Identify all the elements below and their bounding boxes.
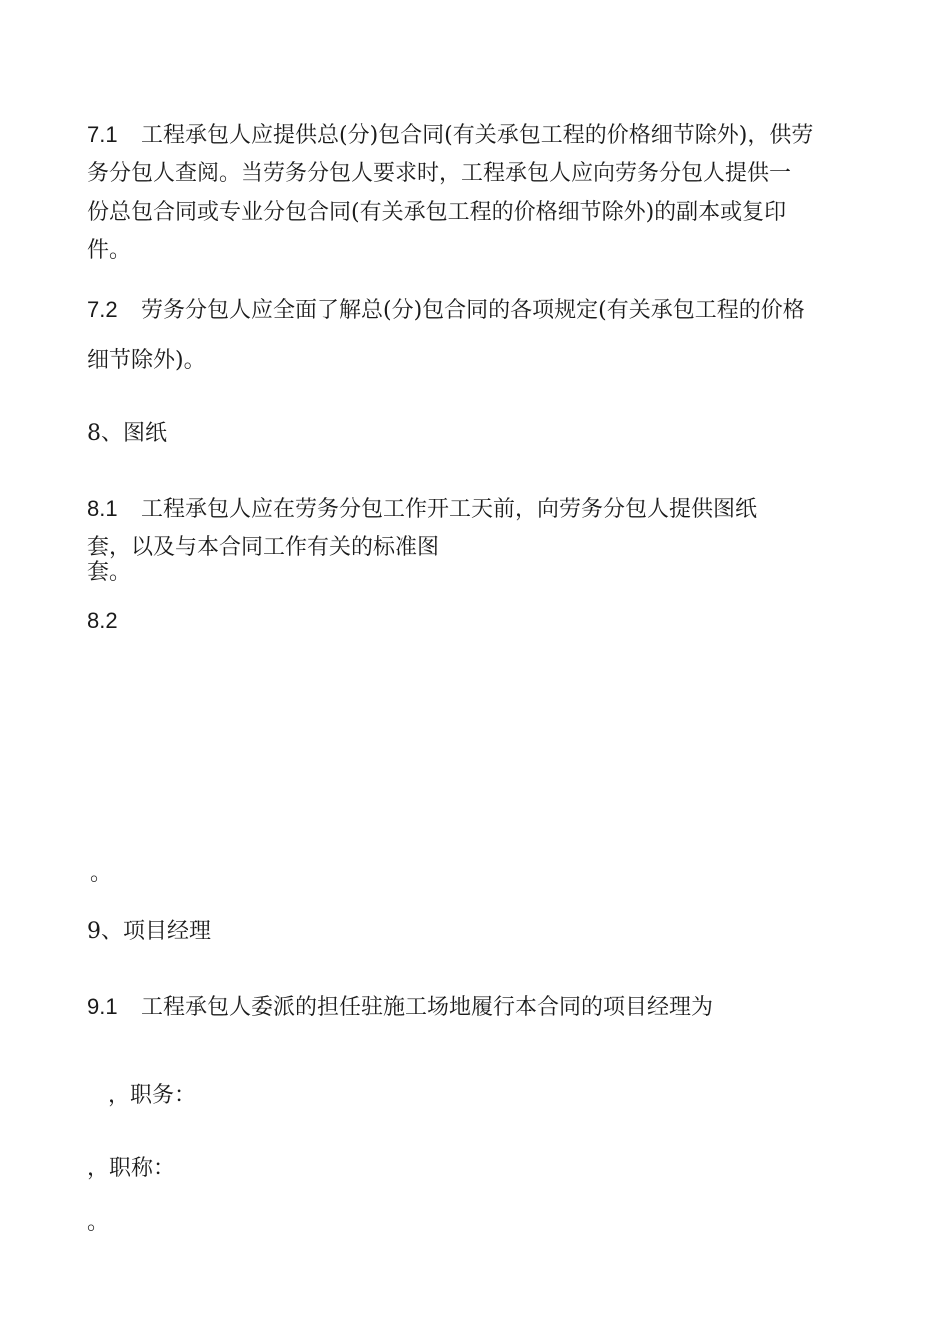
clause-7-1-line-2: 务分包人查阅。当劳务分包人要求时，工程承包人应向劳务分包人提供一: [87, 161, 792, 186]
clause-9-1-end: 。: [87, 1210, 110, 1235]
clause-8-2-number: 8.2: [87, 608, 118, 633]
clause-8-1-text-1: 工程承包人应在劳务分包工作开工天前，向劳务分包人提供图纸: [141, 497, 758, 522]
clause-9-1-number: 9.1: [87, 994, 118, 1019]
clause-9-1-line-1: [87, 992, 713, 1023]
clause-7-2-number: 7.2: [87, 297, 118, 322]
clause-9-1-text-1: 工程承包人委派的担任驻施工场地履行本合同的项目经理为: [141, 995, 714, 1020]
section-8-heading: 8、图纸: [87, 421, 167, 446]
clause-7-2-line-2: 细节除外)。: [87, 348, 206, 373]
clause-8-2-line-1: [87, 606, 141, 637]
clause-9-1-title-label: ，职称：: [87, 1156, 176, 1181]
clause-7-1-number: 7.1: [87, 122, 118, 147]
clause-8-1-line-2: 套，以及与本合同工作有关的标准图: [87, 535, 440, 560]
clause-8-2-tail: 。: [90, 861, 113, 886]
section-9-heading: 9、项目经理: [87, 919, 211, 944]
clause-7-2-text-1: 劳务分包人应全面了解总(分)包合同的各项规定(有关承包工程的价格: [141, 298, 805, 323]
clause-8-1-line-1: [87, 494, 757, 525]
clause-7-1-text-1: 工程承包人应提供总(分)包合同(有关承包工程的价格细节除外)，供劳: [141, 123, 814, 148]
clause-7-1-line-3: 份总包合同或专业分包合同(有关承包工程的价格细节除外)的副本或复印: [87, 200, 787, 225]
clause-9-1-position-label: ，职务：: [108, 1083, 197, 1108]
clause-8-1-number: 8.1: [87, 496, 118, 521]
clause-8-1-line-3: 套。: [87, 560, 132, 585]
clause-7-1-line-4: 件。: [87, 238, 132, 263]
clause-7-1-line-1: [87, 120, 813, 151]
clause-7-2-line-1: [87, 295, 805, 326]
